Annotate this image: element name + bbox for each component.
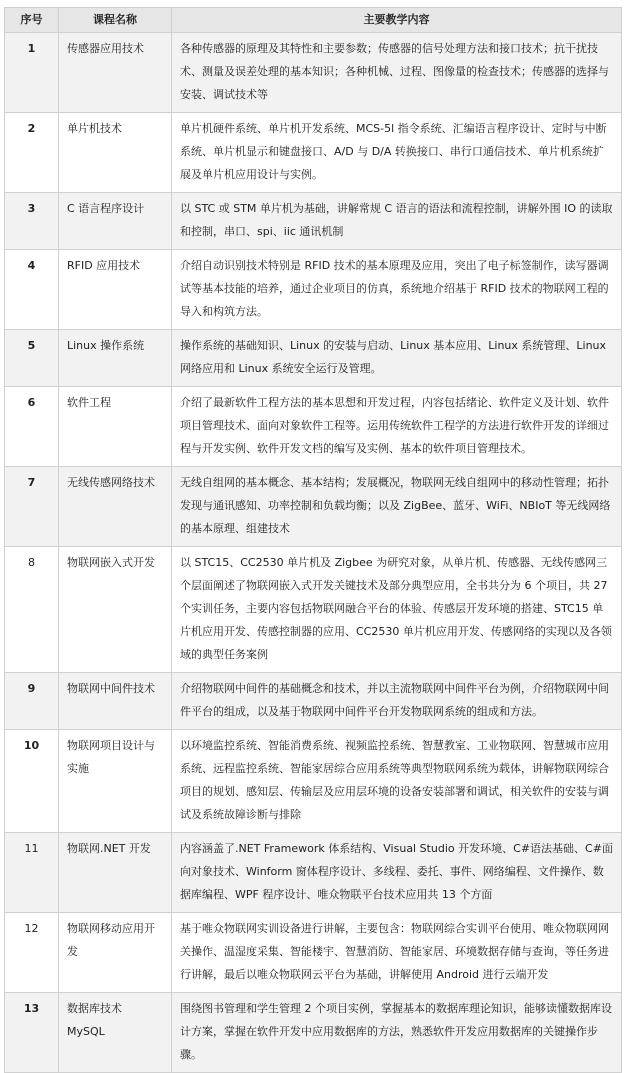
table-row [5,547,622,673]
table-row [5,833,622,913]
table-row [5,913,622,993]
course-content: 无线自组网的基本概念、基本结构；发展概况，物联网无线自组网中的移动性管理；拓扑发现与通讯感知、功率控制和负载均衡；以及 ZigBee、蓝牙、WiFi、NBIoT 等无线网络的基本原理、组建技术 [172,467,622,547]
course-content: 以 STC 或 STM 单片机为基础，讲解常规 C 语言的语法和流程控制，讲解外围 IO 的读取和控制，串口、spi、iic 通讯机制 [172,193,622,250]
course-name: 单片机技术 [59,113,172,193]
header-row [5,8,622,33]
row-number: 12 [5,913,59,993]
course-content: 围绕图书管理和学生管理 2 个项目实例，掌握基本的数据库理论知识，能够读懂数据库设计方案，掌握在软件开发中应用数据库的方法，熟悉软件开发应用数据库的关键操作步骤。 [172,993,622,1073]
table-row [5,993,622,1073]
table-row [5,250,622,330]
course-table [4,7,622,1073]
table-row [5,33,622,113]
table-row [5,193,622,250]
course-content: 介绍自动识别技术特别是 RFID 技术的基本原理及应用，突出了电子标签制作，读写器调试等基本技能的培养，通过企业项目的仿真，系统地介绍基于 RFID 技术的物联网工程的导入和构筑方法。 [172,250,622,330]
table-row [5,673,622,730]
row-number: 3 [5,193,59,250]
table-row [5,330,622,387]
course-name: 物联网嵌入式开发 [59,547,172,673]
row-number: 11 [5,833,59,913]
row-number: 2 [5,113,59,193]
row-number: 5 [5,330,59,387]
course-name: 物联网移动应用开发 [59,913,172,993]
header-course-name: 课程名称 [59,8,172,33]
row-number: 4 [5,250,59,330]
course-name: 软件工程 [59,387,172,467]
table-row [5,387,622,467]
course-content: 操作系统的基础知识、Linux 的安装与启动、Linux 基本应用、Linux 系统管理、Linux 网络应用和 Linux 系统安全运行及管理。 [172,330,622,387]
course-name: 传感器应用技术 [59,33,172,113]
course-content: 各种传感器的原理及其特性和主要参数；传感器的信号处理方法和接口技术；抗干扰技术、测量及误差处理的基本知识；各种机械、过程、图像量的检查技术；传感器的选择与安装、调试技术等 [172,33,622,113]
course-content: 介绍了最新软件工程方法的基本思想和开发过程，内容包括绪论、软件定义及计划、软件项目管理技术、面向对象软件工程等。运用传统软件工程学的方法进行软件开发的详细过程与开发实例、软件开发文档的编写及实例、基本的软件项目管理技术。 [172,387,622,467]
course-name: 物联网.NET 开发 [59,833,172,913]
header-content: 主要教学内容 [172,8,622,33]
header-no: 序号 [5,8,59,33]
course-content: 以 STC15、CC2530 单片机及 Zigbee 为研究对象，从单片机、传感器、无线传感网三个层面阐述了物联网嵌入式开发关键技术及部分典型应用，全书共分为 6 个项目，共 27 个实训任务，主要内容包括物联网融合平台的体验、传感层开发环境的搭建、STC15 单片机应用开发、传感控制器的应用、CC2530 单片机应用开发、传感网络的实现以及各领域的典型任务案例 [172,547,622,673]
course-content: 基于唯众物联网实训设备进行讲解，主要包含：物联网综合实训平台使用、唯众物联网网关操作、温湿度采集、智能楼宇、智慧消防、智能家居、环境数据存储与查询，等任务进行讲解，最后以唯众物联网云平台为基础，讲解使用 Android 进行云端开发 [172,913,622,993]
table-row [5,467,622,547]
course-name: 数据库技术 MySQL [59,993,172,1073]
row-number: 9 [5,673,59,730]
row-number: 8 [5,547,59,673]
course-content: 介绍物联网中间件的基础概念和技术，并以主流物联网中间件平台为例，介绍物联网中间件平台的组成，以及基于物联网中间件平台开发物联网系统的组成和方法。 [172,673,622,730]
course-name: 无线传感网络技术 [59,467,172,547]
course-content: 单片机硬件系统、单片机开发系统、MCS-5l 指令系统、汇编语言程序设计、定时与中断系统、单片机显示和键盘接口、A/D 与 D/A 转换接口、串行口通信技术、单片机系统扩展及单片机应用设计与实例。 [172,113,622,193]
table-row [5,113,622,193]
course-name: 物联网中间件技术 [59,673,172,730]
row-number: 10 [5,730,59,833]
row-number: 6 [5,387,59,467]
table-row [5,730,622,833]
course-content: 内容涵盖了.NET Framework 体系结构、Visual Studio 开发环境、C#语法基础、C#面向对象技术、Winform 窗体程序设计、多线程、委托、事件、网络编程、文件操作、数据库编程、WPF 程序设计、唯众物联平台技术应用共 13 个方面 [172,833,622,913]
row-number: 13 [5,993,59,1073]
course-name: 物联网项目设计与实施 [59,730,172,833]
row-number: 7 [5,467,59,547]
row-number: 1 [5,33,59,113]
course-name: Linux 操作系统 [59,330,172,387]
course-content: 以环境监控系统、智能消费系统、视频监控系统、智慧教室、工业物联网、智慧城市应用系统、远程监控系统、智能家居综合应用系统等典型物联网系统为载体，讲解物联网综合项目的规划、感知层、传输层及应用层环境的设备安装部署和调试，相关软件的安装与调试及系统故障诊断与排除 [172,730,622,833]
course-name: C 语言程序设计 [59,193,172,250]
course-name: RFID 应用技术 [59,250,172,330]
